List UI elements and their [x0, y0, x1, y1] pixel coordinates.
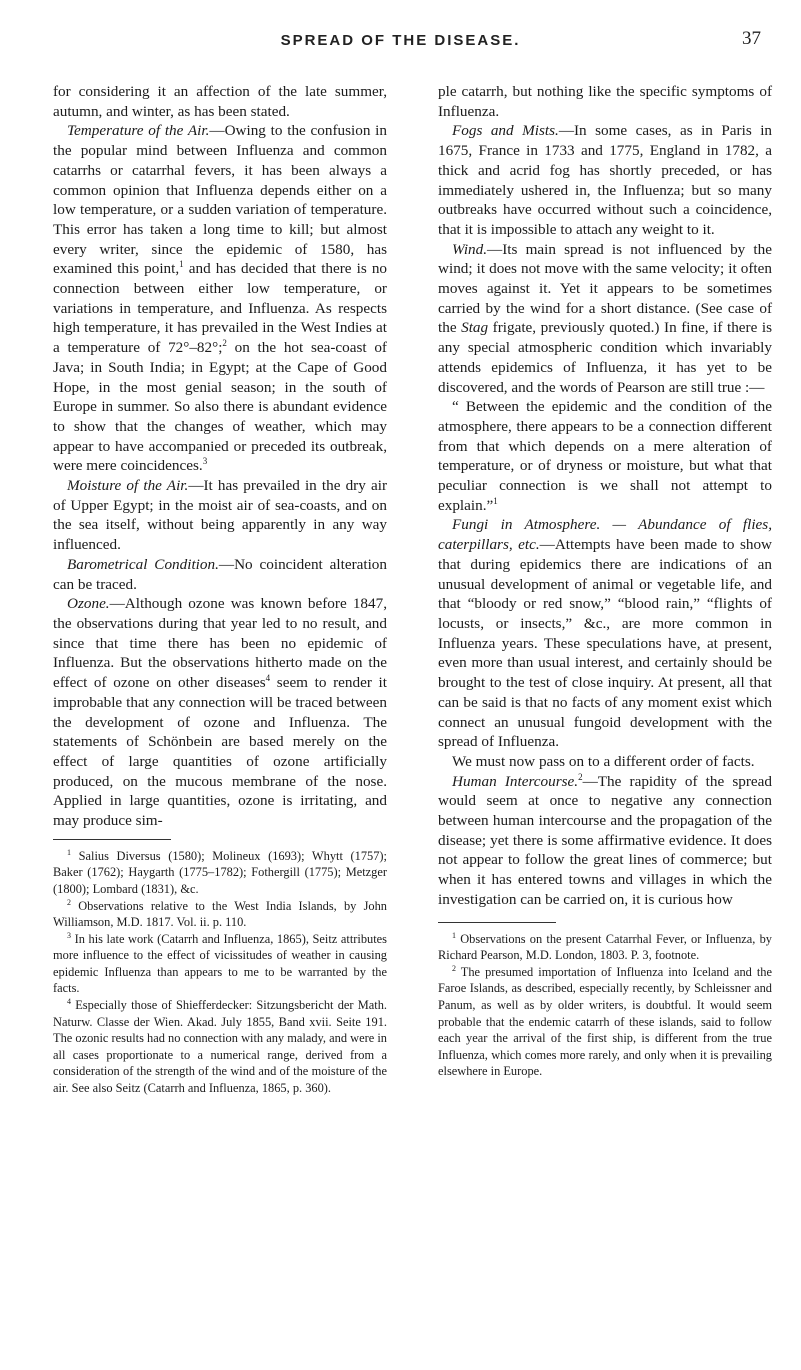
footnote: [438, 931, 772, 964]
paragraph-text: —Owing to the confusion in the popular mind between Influenza and common catarrhs or catarrhal fevers, it has been always a common opinion that Influenza depends either on a low temperature, or a sudden variation of temperature. This error has taken a long time to kill; but almost every writer, since the epidemic of 1580, has examined this point,: [53, 122, 387, 278]
footnote-ref: 4: [265, 673, 271, 684]
footnote-ref: 1: [179, 259, 184, 270]
page-header: [0, 28, 801, 58]
footnote-text: Especially those of Shiefferdecker: Sitzungsbericht der Math. Naturw. Classe der Wien. Akad. July 1855, Band xvii. Seite 191. The ozonic results had no connection with any malady, and were in all cases proportionate to a numerical range, derived from a consideration of the strength of the wind and of the moisture of the air. See also Seitz (Catarrh and Influenza, 1865, p. 360).: [53, 998, 387, 1096]
footnote-number: 1: [452, 930, 456, 940]
paragraph-moisture: [53, 476, 387, 555]
footnote-text: Salius Diversus (1580); Molineux (1693); Whytt (1757); Baker (1762); Haygarth (1775–1782); Fothergill (1775); Metzger (1800); Lombard (1831), &c.: [53, 848, 387, 896]
footnote-ref: 3: [202, 456, 208, 467]
page-number: 37: [742, 28, 761, 49]
section-heading-barometrical: Barometrical Condition.: [67, 555, 219, 573]
paragraph-text: —Although ozone was known before 1847, the observations during that year led to no result, and since that time there has been no epidemic of Influenza. But the observations hitherto made on the effect of ozone on other diseases: [53, 595, 387, 692]
paragraph-text: —The rapidity of the spread would seem at once to negative any connection between human intercourse and the propagation of the disease; yet there is some affirmative evidence. It does not appear to follow the great lines of commerce; but when it has entered towns and villages in which the investigation can be carried on, it is curious how: [438, 772, 772, 908]
paragraph-text: seem to render it improbable that any connection will be traced between the development of ozone and Influenza. The statements of Schönbein are based merely on the effect of large quantities of ozone artificially produced, on the mucous membrane of the nose. Applied in large quantities, ozone is irritating, and may produce sim-: [53, 674, 388, 830]
footnote-number: 2: [67, 897, 71, 907]
paragraph-text: —No coincident alteration can be traced.: [53, 555, 387, 593]
left-column: [53, 82, 387, 1097]
paragraph-fungi: [438, 515, 772, 751]
section-heading-temperature: Temperature of the Air.: [67, 122, 210, 140]
section-heading-fungi: Fungi in Atmosphere. — Abundance of flies, caterpillars, etc.: [438, 516, 772, 554]
text-columns: [53, 82, 773, 1342]
footnote-number: 1: [67, 847, 71, 857]
paragraph-pass-on: We must now pass on to a different order of facts.: [452, 752, 755, 770]
footnotes-right: [438, 931, 772, 1080]
quotation-text: “ Between the epidemic and the condition of the atmosphere, there appears to be a connection different from that which depends on a mere alteration of temperature, or of dryness or moisture, but what that peculiar connection is we shall not attempt to explain.”: [438, 398, 772, 514]
section-heading-moisture: Moisture of the Air.: [67, 477, 189, 495]
footnote-number: 4: [67, 996, 71, 1006]
paragraph-continuation: ple catarrh, but nothing like the specific symptoms of Influenza.: [438, 83, 772, 120]
footnote: [53, 898, 387, 931]
paragraph-ozone: [53, 594, 387, 830]
paragraph-temperature: [53, 121, 387, 476]
footnote: [53, 997, 387, 1097]
footnote: [53, 848, 387, 898]
footnote-text: In his late work (Catarrh and Influenza, 1865), Seitz attributes more influence to the effect of vicissitudes of weather in causing epidemic Influenza than appears to me to be warranted by the facts.: [53, 931, 387, 996]
footnote-number: 2: [452, 963, 456, 973]
footnote-text: The presumed importation of Influenza into Iceland and the Faroe Islands, as described, especially recently, by Schleissner and Panum, as well as by older writers, is doubtful. It would seem probable that the endemic catarrh of these islands, said to follow each year the arrival of the first ship, is different from the true Influenza, which comes more rarely, and only when it is prevailing elsewhere in Europe.: [438, 964, 772, 1079]
section-heading-ozone: Ozone.: [67, 595, 110, 613]
paragraph-text: —It has prevailed in the dry air of Upper Egypt; in the moist air of sea-coasts, and on the sea itself, without being apparently in any way influenced.: [53, 477, 387, 554]
paragraph-barometrical: [53, 555, 387, 594]
section-heading-wind: Wind.: [452, 240, 488, 258]
paragraph-text: —Attempts have been made to show that during epidemics there are indications of an unusual development of animal or vegetable life, and that “bloody or red snow,” “blood rain,” “flights of locusts, or insects,” &c., are more common in Influenza years. These speculations have, at present, even more than usual interest, and certainly should be brought to the test of close inquiry. At present, all that can be said is that no facts of any moment exist which connect an unusual fungoid development with the spread of Influenza.: [438, 536, 773, 751]
paragraph-continuation: for considering it an affection of the late summer, autumn, and winter, as has been stated.: [53, 83, 387, 120]
ship-name: Stag: [461, 319, 489, 337]
paragraph-text: and has decided that there is no connection between either low temperature, or variations in temperature, and Influenza. As respects high temperature, it has prevailed in the West Indies at a temperature of 72°–82°;: [53, 260, 388, 357]
footnotes-left: [53, 848, 387, 1097]
footnote-ref: 1: [493, 495, 498, 506]
paragraph-text: —Its main spread is not influenced by the wind; it does not move with the same velocity; it often moves against it. Yet it appears to be sometimes carried by the wind for a short distance. (See case of the: [438, 240, 772, 337]
footnote-ref: 2: [578, 771, 583, 782]
paragraph-wind: [438, 240, 772, 398]
section-heading-fogs: Fogs and Mists.: [452, 122, 559, 140]
right-column: [438, 82, 772, 1080]
paragraph-text: —In some cases, as in Paris in 1675, France in 1733 and 1775, England in 1782, a thick and acrid fog has shortly preceded, or has immediately ushered in, the Influenza; but so many outbreaks have occurred without such a coincidence, that it is impossible to attach any weight to it.: [438, 122, 773, 238]
paragraph-text: on the hot sea-coast of Java; in South India; in Egypt; at the Cape of Good Hope, in the most genial season; in the south of Europe in summer. So also there is abundant evidence to show that the changes of weather, which may appear to have accompanied or preceded its outbreak, were mere coincidences.: [53, 339, 387, 475]
footnote-text: Observations relative to the West India Islands, by John Williamson, M.D. 1817. Vol. ii. p. 110.: [53, 898, 387, 930]
paragraph-text: frigate, previously quoted.) In fine, if there is any special atmospheric condition which invariably attends epidemics of Influenza, it has yet to be discovered, and the words of Pearson are still true :—: [438, 319, 772, 396]
quotation: [438, 397, 772, 515]
footnote-number: 3: [67, 930, 71, 940]
footnote-divider: [53, 839, 171, 840]
footnote-text: Observations on the present Catarrhal Fever, or Influenza, by Richard Pearson, M.D. London, 1803. P. 3, footnote.: [438, 931, 772, 963]
footnote-ref: 2: [222, 338, 227, 349]
footnote: [53, 931, 387, 997]
section-heading-human-intercourse: Human Intercourse.: [452, 772, 579, 790]
paragraph-human-intercourse: [438, 772, 772, 910]
running-head: SPREAD OF THE DISEASE.: [280, 32, 521, 49]
footnote-divider: [438, 922, 556, 923]
paragraph-fogs: [438, 121, 772, 239]
footnote: [438, 964, 772, 1080]
